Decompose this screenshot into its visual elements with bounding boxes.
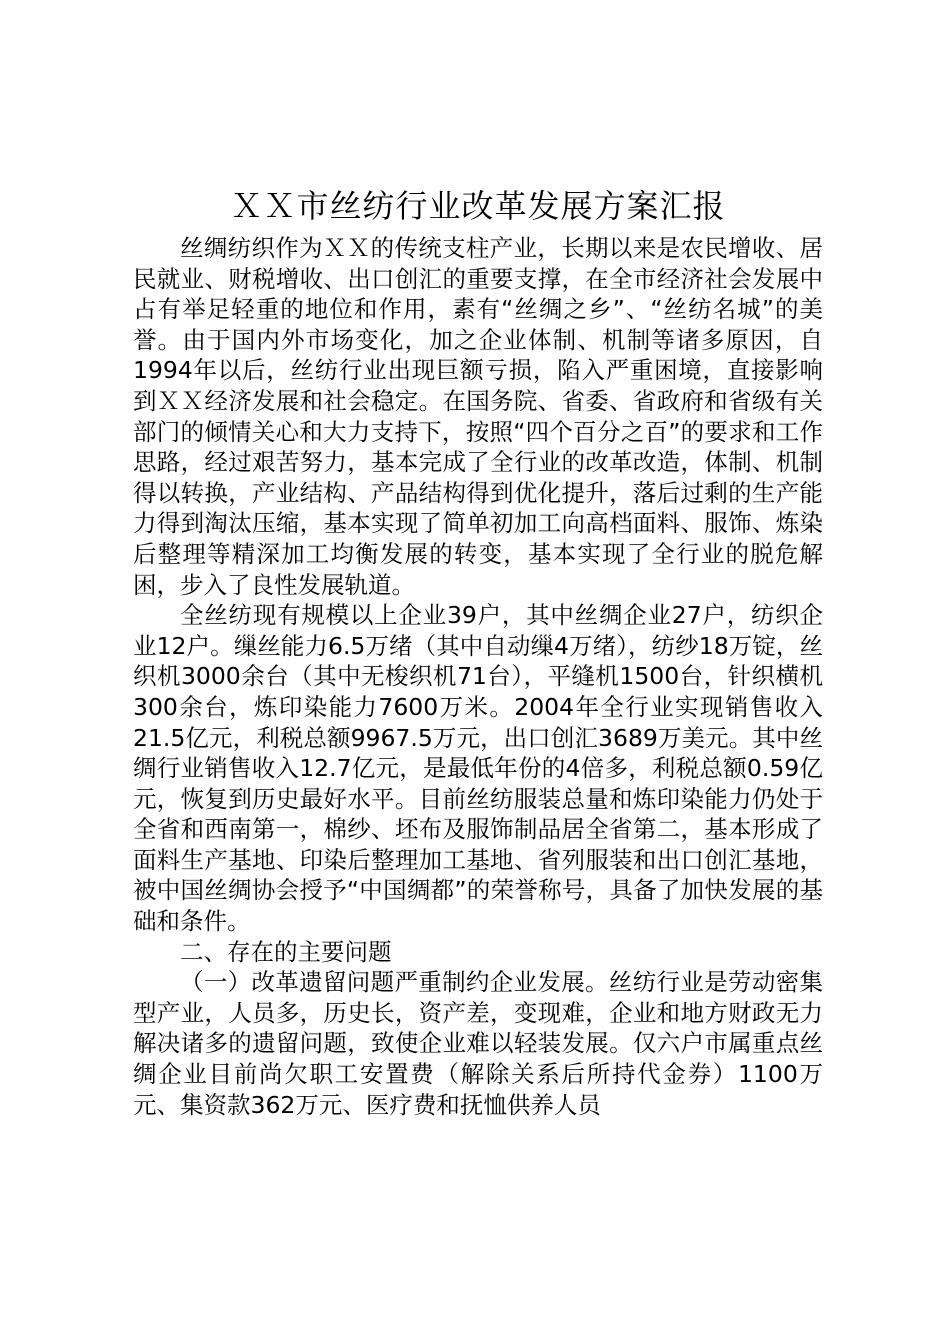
paragraph-status: 全丝纺现有规模以上企业39户，其中丝绸企业27户，纺织企业12户。缫丝能力6.5万绪（其中自动缫4万绪），纺纱18万锭，丝织机3000余台（其中无梭织机71台），平缝机1500台，针织横机300余台，炼印染能力7600万米。2004年全行业实现销售收入21.5亿元，利税总额9967.5万元，出口创汇3689万美元。其中丝绸行业销售收入12.7亿元，是最低年份的4倍多，利税总额0.59亿元，恢复到历史最好水平。目前丝纺服装总量和炼印染能力仍处于全省和西南第一，棉纱、坯布及服饰制品居全省第二，基本形成了面料生产基地、印染后整理加工基地、省列服装和出口创汇基地，被中国丝绸协会授予“中国绸都”的荣誉称号，具备了加快发展的基础和条件。 (133, 601, 823, 936)
document-title: ＸＸ市丝纺行业改革发展方案汇报 (230, 187, 726, 225)
section-heading-problems: 二、存在的主要问题 (180, 937, 392, 966)
paragraph-intro: 丝绸纺织作为ＸＸ的传统支柱产业，长期以来是农民增收、居民就业、财税增收、出口创汇的重要支撑，在全市经济社会发展中占有举足轻重的地位和作用，素有“丝绸之乡”、“丝纺名城”的美誉。由于国内外市场变化，加之企业体制、机制等诸多原因，自1994年以后，丝纺行业出现巨额亏损，陷入严重困境，直接影响到ＸＸ经济发展和社会稳定。在国务院、省委、省政府和省级有关部门的倾情关心和大力支持下，按照“四个百分之百”的要求和工作思路，经过艰苦努力，基本完成了全行业的改革改造，体制、机制得以转换，产业结构、产品结构得到优化提升，落后过剩的生产能力得到淘汰压缩，基本实现了简单初加工向高档面料、服饰、炼染后整理等精深加工均衡发展的转变，基本实现了全行业的脱危解困，步入了良性发展轨道。 (133, 234, 823, 599)
paragraph-problem-1: （一）改革遗留问题严重制约企业发展。丝纺行业是劳动密集型产业，人员多，历史长，资产差，变现难，企业和地方财政无力解决诸多的遗留问题，致使企业难以轻装发展。仅六户市属重点丝绸企业目前尚欠职工安置费（解除关系后所持代金券）1100万元、集资款362万元、医疗费和抚恤供养人员 (133, 968, 823, 1119)
document-body (133, 233, 823, 1120)
